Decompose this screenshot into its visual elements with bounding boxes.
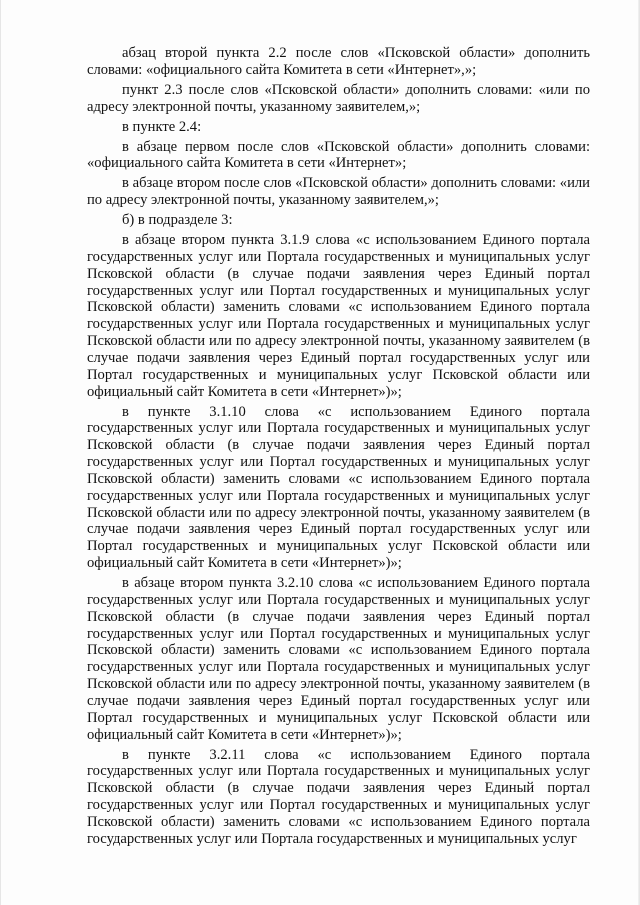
document-body xyxy=(87,45,590,848)
subsection-3-heading: б) в подразделе 3: xyxy=(122,212,233,229)
paragraph-2-3: пункт 2.3 после слов «Псковской области» дополнить словами: «или по адресу электронной почты, указанному заявителем,»; xyxy=(87,81,590,115)
paragraph-3-2-11: в пункте 3.2.11 слова «с использованием Единого портала государственных услуг или Портала государственных и муниципальных услуг Псковской области (в случае подачи заявления через Единый портал государственных услуг или Портал государственных и муниципальных услуг Псковской области) заменить словами «с использованием Единого портала государственных услуг или Портала государственных и муниципальных услуг xyxy=(87,746,590,847)
paragraph-3-1-9: в абзаце втором пункта 3.1.9 слова «с использованием Единого портала государственных услуг или Портала государственных и муниципальных услуг Псковской области (в случае подачи заявления через Единый портал государственных услуг или Портал государственных и муниципальных услуг Псковской области) заменить словами «с использованием Единого портала государственных услуг или Портала государственных и муниципальных услуг Псковской области или по адресу электронной почты, указанному заявителем (в случае подачи заявления через Единый портал государственных услуг или Портал государственных и муниципальных услуг Псковской области или официальный сайт Комитета в сети «Интернет»)»; xyxy=(87,232,590,400)
paragraph-2-4-first: в абзаце первом после слов «Псковской области» дополнить словами: «официального сайта Комитета в сети «Интернет»; xyxy=(87,138,590,172)
paragraph-2-4-second: в абзаце втором после слов «Псковской области» дополнить словами: «или по адресу электронной почты, указанному заявителем,»; xyxy=(87,175,590,209)
paragraph-2-4-intro: в пункте 2.4: xyxy=(122,118,202,135)
paragraph-3-1-10: в пункте 3.1.10 слова «с использованием Единого портала государственных услуг или Портала государственных и муниципальных услуг Псковской области (в случае подачи заявления через Единый портал государственных услуг или Портал государственных и муниципальных услуг Псковской области) заменить словами «с использованием Единого портала государственных услуг или Портала государственных и муниципальных услуг Псковской области или по адресу электронной почты, указанному заявителем (в случае подачи заявления через Единый портал государственных услуг или Портал государственных и муниципальных услуг Псковской области или официальный сайт Комитета в сети «Интернет»)»; xyxy=(87,403,590,572)
paragraph-3-2-10: в абзаце втором пункта 3.2.10 слова «с использованием Единого портала государственных услуг или Портала государственных и муниципальных услуг Псковской области (в случае подачи заявления через Единый портал государственных услуг или Портал государственных и муниципальных услуг Псковской области) заменить словами «с использованием Единого портала государственных услуг или Портала государственных и муниципальных услуг Псковской области или по адресу электронной почты, указанному заявителем (в случае подачи заявления через Единый портал государственных услуг или Портал государственных и муниципальных услуг Псковской области или официальный сайт Комитета в сети «Интернет»)»; xyxy=(87,575,590,743)
paragraph-2-2: абзац второй пункта 2.2 после слов «Псковской области» дополнить словами: «официального сайта Комитета в сети «Интернет»,»; xyxy=(87,45,590,78)
